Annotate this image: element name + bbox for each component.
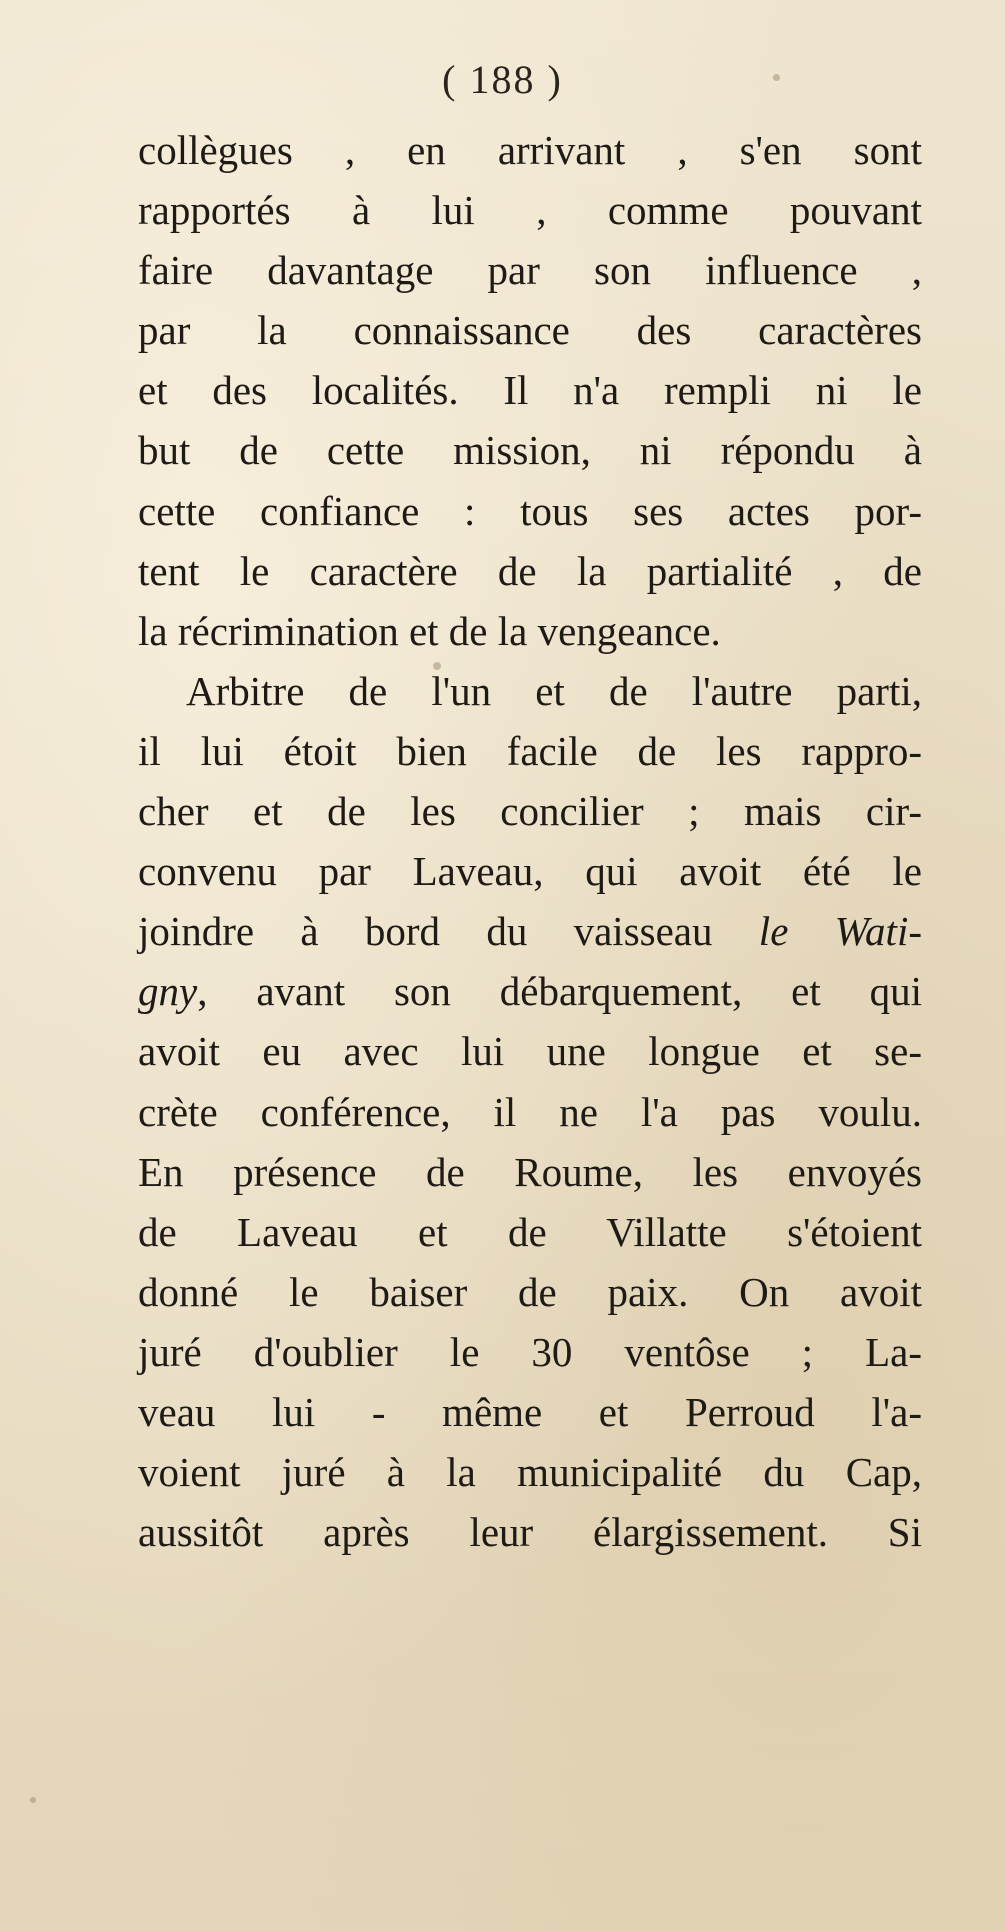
text-line: but de cette mission, ni répondu à (138, 427, 922, 474)
text-line: En présence de Roume, les envoyés (138, 1148, 922, 1195)
text-line: par la connaissance des caractères (138, 307, 922, 354)
paper-spot (30, 1797, 36, 1803)
text-line: Arbitre de l'un et de l'autre parti, (186, 667, 922, 714)
text-line-with-ship-name (138, 961, 922, 1021)
ship-name-part-1: le Wati- (758, 908, 922, 955)
text-line: cette confiance : tous ses actes por- (138, 487, 922, 534)
text-line: crète conférence, il ne l'a pas voulu. (138, 1088, 922, 1135)
text-line: convenu par Laveau, qui avoit été le (138, 848, 922, 895)
text-line: veau lui - même et Perroud l'a- (138, 1388, 922, 1435)
text-line: faire davantage par son influence , (138, 247, 922, 294)
text-line: il lui étoit bien facile de les rappro- (138, 727, 922, 774)
text-line: rapportés à lui , comme pouvant (138, 187, 922, 234)
text-line: cher et de les concilier ; mais cir- (138, 788, 922, 835)
text-line: aussitôt après leur élargissement. Si (138, 1509, 922, 1556)
text-line: la récrimination et de la vengeance. (138, 607, 721, 654)
text-line: donné le baiser de paix. On avoit (138, 1268, 922, 1315)
text-line: collègues , en arrivant , s'en sont (138, 127, 922, 173)
ship-name-part-2: gny (138, 968, 198, 1015)
text-line: et des localités. Il n'a rempli ni le (138, 367, 922, 414)
page-number: ( 188 ) (442, 57, 563, 102)
text-segment: joindre à bord du vaisseau (138, 908, 759, 955)
text-line: avoit eu avec lui une longue et se- (138, 1028, 922, 1075)
text-line: voient juré à la municipalité du Cap, (138, 1449, 922, 1496)
body-text (138, 120, 922, 1562)
text-segment: , avant son débarquement, et qui (197, 968, 922, 1015)
text-line: juré d'oublier le 30 ventôse ; La- (138, 1328, 922, 1375)
text-line: tent le caractère de la partialité , de (138, 547, 922, 594)
text-line-with-ship-name (138, 901, 922, 961)
text-line: de Laveau et de Villatte s'étoient (138, 1208, 922, 1255)
